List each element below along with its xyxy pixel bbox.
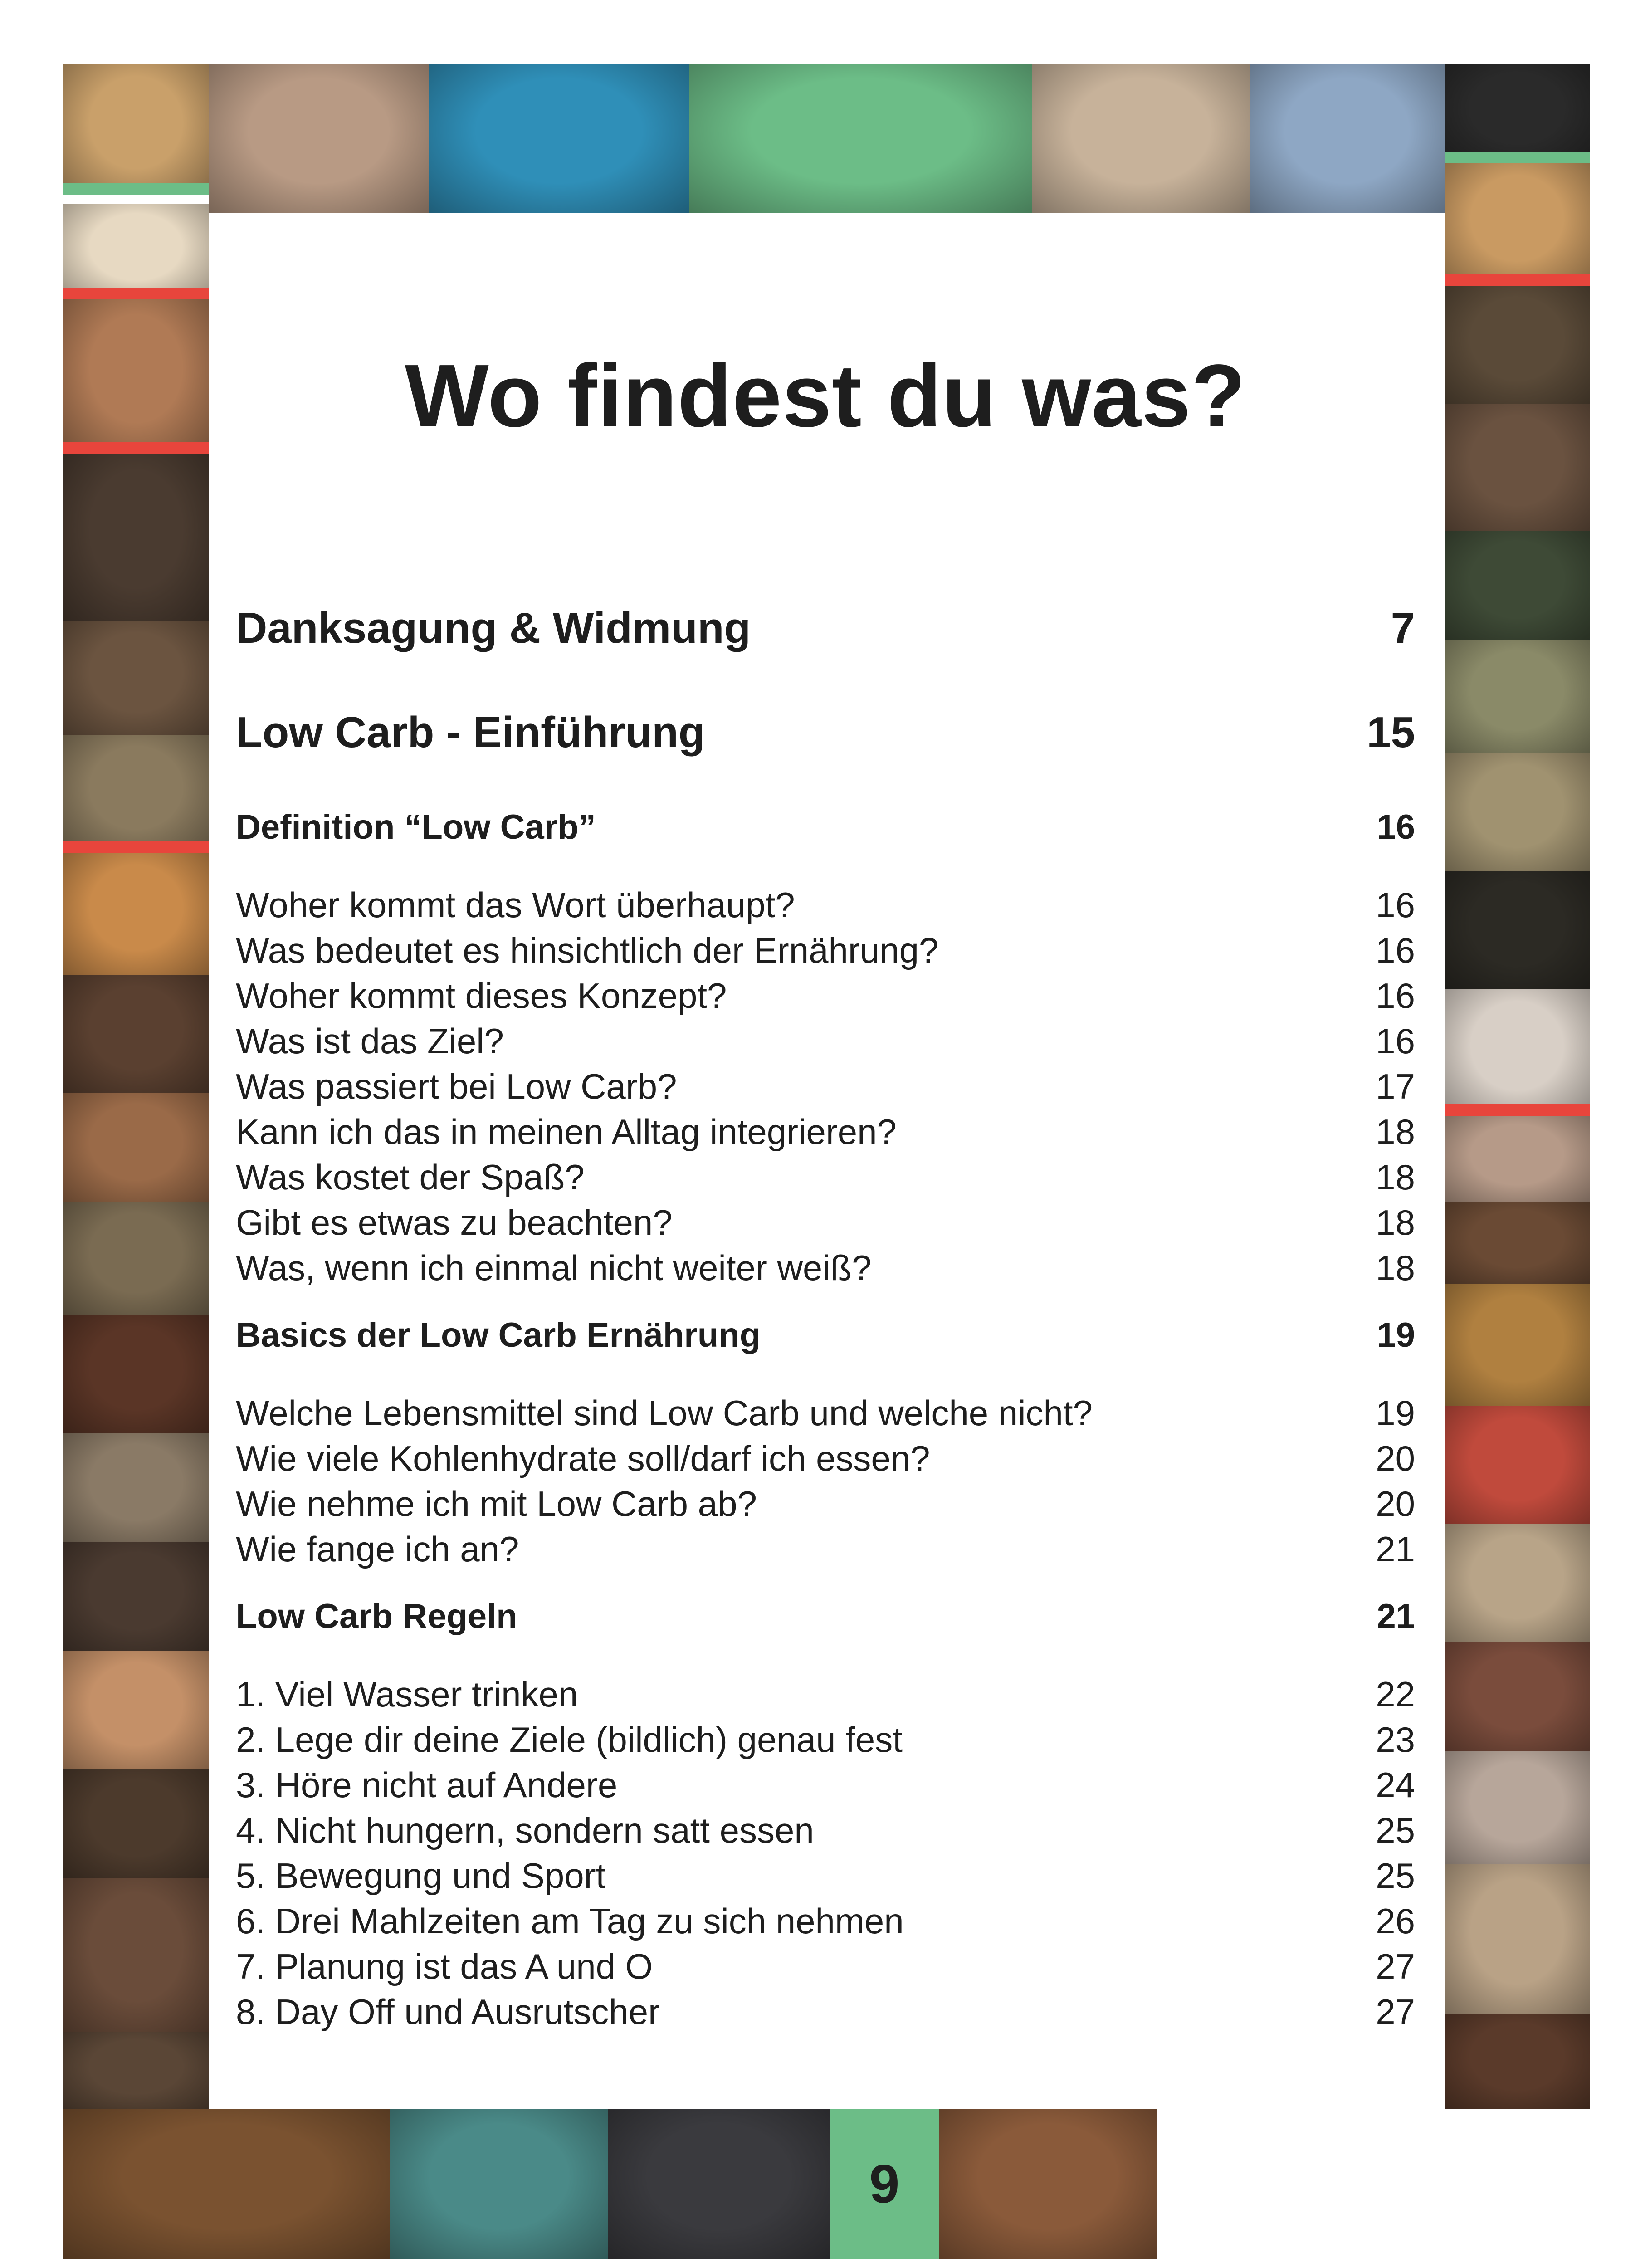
toc-entry-label: Was passiert bei Low Carb? <box>236 1066 677 1106</box>
toc-entry <box>236 1901 1415 1942</box>
toc-entry-page: 18 <box>1376 1248 1415 1288</box>
toc-entry-page: 21 <box>1377 1597 1415 1636</box>
roasted-almonds-photo <box>63 1651 209 1769</box>
toc-entry-label: Woher kommt dieses Konzept? <box>236 976 727 1016</box>
toc-entry <box>236 1529 1415 1570</box>
toc-entry <box>236 1765 1415 1806</box>
cinnamon-roll-photo <box>63 1878 209 2032</box>
toc-entry <box>236 1021 1415 1062</box>
page-number: 9 <box>830 2109 939 2259</box>
toc-entry <box>236 1247 1415 1289</box>
orange-star-cookies-photo <box>63 975 209 1093</box>
toc-entry-label: Kann ich das in meinen Alltag integrieren? <box>236 1112 897 1152</box>
toc-entry <box>236 1674 1415 1715</box>
cinnamon-star-tray-photo <box>1445 531 1590 640</box>
toc-entry-page: 15 <box>1367 708 1415 757</box>
tree-cookies-dark-photo <box>1445 871 1590 989</box>
cocoa-spoon-photo <box>63 2032 209 2109</box>
brownie-strawberries-photo <box>63 1315 209 1433</box>
crinkle-cookies-photo <box>1445 1751 1590 1864</box>
linzer-cookies-photo <box>63 454 209 621</box>
cartoon-chefs-illustration <box>689 64 1032 213</box>
toc-entry <box>236 975 1415 1017</box>
toc-entry-page: 22 <box>1376 1674 1415 1714</box>
chocolate-chip-cookies-photo <box>63 853 209 975</box>
mug-cookies-photo <box>1445 404 1590 531</box>
toc-entry-label: Was kostet der Spaß? <box>236 1157 585 1197</box>
toc-entry <box>236 930 1415 971</box>
cookie-tree-photo <box>63 299 209 454</box>
almond-tart-photo <box>63 2109 390 2259</box>
chocolate-squares-photo <box>1445 1116 1590 1202</box>
colorful-candies-photo <box>1445 640 1590 753</box>
toc-entry-label: Wie nehme ich mit Low Carb ab? <box>236 1484 757 1524</box>
toc-entry-page: 23 <box>1376 1720 1415 1760</box>
gingerbread-men-photo <box>63 64 209 195</box>
toc-entry-page: 25 <box>1376 1810 1415 1850</box>
toc-entry-label: 7. Planung ist das A und O <box>236 1946 653 1986</box>
toc-entry-page: 18 <box>1376 1202 1415 1242</box>
toc-entry-label: Was, wenn ich einmal nicht weiter weiß? <box>236 1248 872 1288</box>
toc-entry-page: 18 <box>1376 1157 1415 1197</box>
apple-cake-photo <box>1445 1284 1590 1406</box>
cocoa-cup-photo <box>63 621 209 735</box>
toc-entry-label: Low Carb - Einführung <box>236 708 705 757</box>
toc-entry-page: 16 <box>1376 930 1415 970</box>
star-bowl-cookies-photo <box>1250 64 1445 213</box>
toc-entry-page: 27 <box>1376 1992 1415 2032</box>
toc-entry-page: 19 <box>1377 1316 1415 1354</box>
mulled-wine-photo <box>1445 1406 1590 1524</box>
snowman-cookie-stack-photo <box>63 1202 209 1315</box>
toc-entry-page: 27 <box>1376 1946 1415 1986</box>
toc-entry-page: 19 <box>1376 1393 1415 1433</box>
toc-entry-label: Welche Lebensmittel sind Low Carb und welche nicht? <box>236 1393 1093 1433</box>
bread-slices-photo <box>1445 1864 1590 2014</box>
toc-entry <box>236 603 1415 653</box>
vanilla-crescents-dark-photo <box>608 2109 830 2259</box>
cinnamon-stars-photo <box>63 1093 209 1202</box>
toc-entry <box>236 1597 1415 1636</box>
toc-entry-page: 20 <box>1376 1438 1415 1478</box>
toc-entry-page: 25 <box>1376 1856 1415 1896</box>
muffins-photo <box>1445 2014 1590 2109</box>
toc-entry <box>236 1991 1415 2033</box>
toc-entry-page: 16 <box>1376 976 1415 1016</box>
toc-entry-page: 17 <box>1376 1066 1415 1106</box>
toc-entry-label: 3. Höre nicht auf Andere <box>236 1765 618 1805</box>
cookie-plate-mug-photo <box>390 2109 608 2259</box>
gingerbread-hearts-photo <box>1445 1202 1590 1284</box>
gingerbread-figure-photo <box>1032 64 1250 213</box>
toc-entry-page: 16 <box>1376 1021 1415 1061</box>
toc-entry <box>236 1111 1415 1153</box>
toc-entry-label: 4. Nicht hungern, sondern satt essen <box>236 1810 814 1850</box>
snowball-cookies-photo <box>1445 64 1590 163</box>
toc-entry <box>236 1719 1415 1760</box>
toc-entry <box>236 1157 1415 1198</box>
toc-entry-label: Low Carb Regeln <box>236 1597 517 1636</box>
toc-entry-label: 5. Bewegung und Sport <box>236 1856 606 1896</box>
toc-entry <box>236 1483 1415 1525</box>
toc-entry-page: 16 <box>1376 885 1415 925</box>
toc-entry <box>236 1438 1415 1479</box>
chocolate-pieces-photo <box>1445 989 1590 1116</box>
toc-entry <box>236 1202 1415 1243</box>
toc-entry <box>236 807 1415 847</box>
donuts-photo <box>63 204 209 299</box>
chocolate-cookie-bowl-photo <box>1445 1642 1590 1751</box>
toc-entry-label: 2. Lege dir deine Ziele (bildlich) genau fest <box>236 1720 903 1760</box>
cookie-plate-heart-photo <box>429 64 689 213</box>
toc-entry <box>236 1066 1415 1107</box>
toc-entry-page: 7 <box>1391 604 1415 652</box>
toc-entry <box>236 1393 1415 1434</box>
toc-entry-label: Basics der Low Carb Ernährung <box>236 1316 761 1354</box>
toc-entry <box>236 1810 1415 1851</box>
toc-entry-page: 20 <box>1376 1484 1415 1524</box>
toc-entry-page: 24 <box>1376 1765 1415 1805</box>
toc-entry <box>236 1855 1415 1897</box>
coconut-cookie-plate-photo <box>1445 1524 1590 1642</box>
toc-entry-label: Woher kommt das Wort überhaupt? <box>236 885 795 925</box>
toc-entry-label: Was bedeutet es hinsichtlich der Ernährung? <box>236 930 939 970</box>
toc-entry-label: Wie viele Kohlenhydrate soll/darf ich essen? <box>236 1438 930 1478</box>
toc-entry-page: 21 <box>1376 1529 1415 1569</box>
toc-entry <box>236 1315 1415 1355</box>
toc-entry-label: Wie fange ich an? <box>236 1529 519 1569</box>
toc-entry-label: Definition “Low Carb” <box>236 808 596 846</box>
toc-entry-label: Was ist das Ziel? <box>236 1021 504 1061</box>
coconut-macaroon-photo <box>1445 163 1590 286</box>
toc-entry-label: 6. Drei Mahlzeiten am Tag zu sich nehmen <box>236 1901 904 1941</box>
toc-entry <box>236 885 1415 926</box>
page-title: Wo findest du was? <box>405 346 1246 445</box>
star-cookie-stack-photo <box>63 1542 209 1651</box>
oat-cookie-photo <box>1445 753 1590 871</box>
gingerbread-star-photo <box>939 2109 1157 2259</box>
toc-entry-label: 1. Viel Wasser trinken <box>236 1674 578 1714</box>
toc-entry-label: Gibt es etwas zu beachten? <box>236 1202 673 1242</box>
toc-entry-page: 16 <box>1377 808 1415 846</box>
toc-entry <box>236 708 1415 758</box>
toc-entry-label: 8. Day Off und Ausrutscher <box>236 1992 660 2032</box>
nut-bars-photo <box>63 1769 209 1878</box>
toc-entry-page: 26 <box>1376 1901 1415 1941</box>
crescent-board-photo <box>63 735 209 853</box>
toc-entry <box>236 1946 1415 1987</box>
vanilla-crescents-photo <box>209 64 429 213</box>
toc-entry-page: 18 <box>1376 1112 1415 1152</box>
dough-hands-photo <box>63 1433 209 1542</box>
toc-entry-label: Danksagung & Widmung <box>236 604 751 652</box>
nut-cookies-photo <box>1445 286 1590 404</box>
